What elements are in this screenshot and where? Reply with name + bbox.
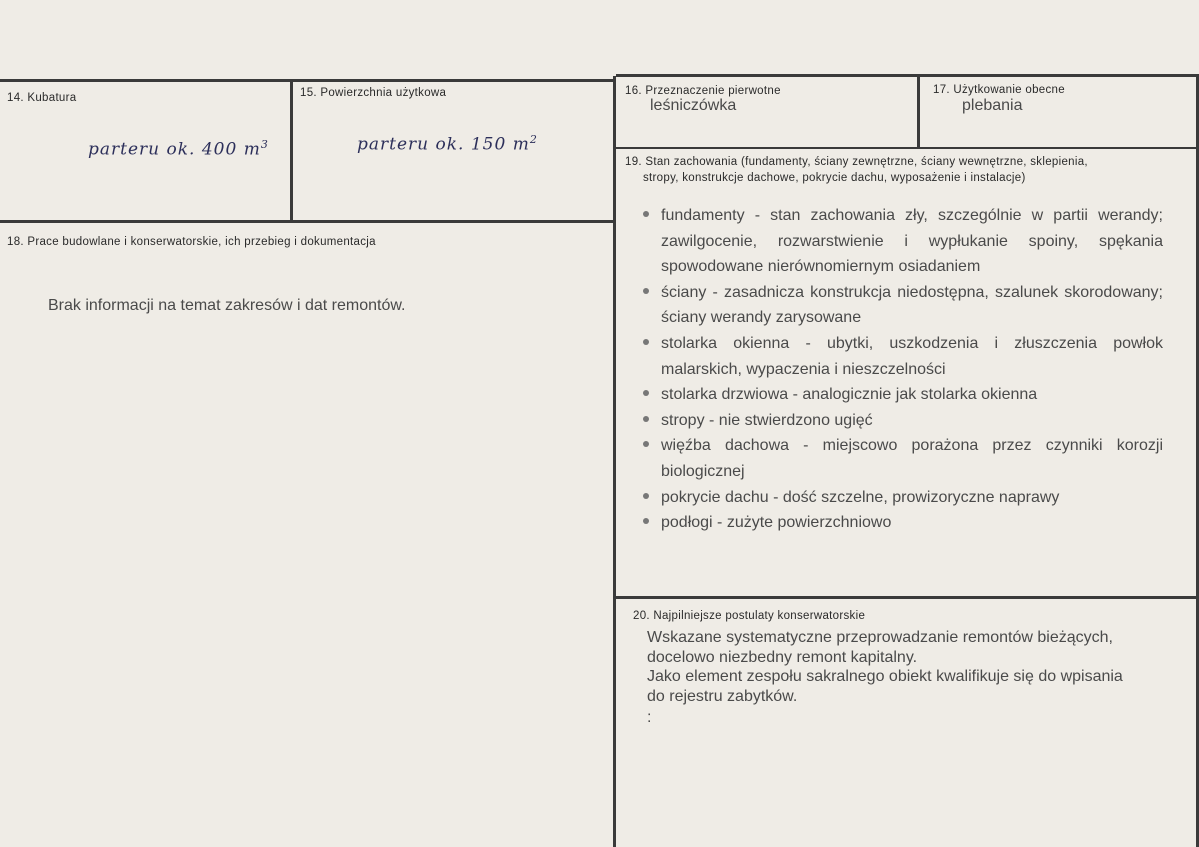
bullet-icon <box>643 390 649 396</box>
przeznaczenie-value: leśniczówka <box>650 97 737 114</box>
stan-item-text: pokrycie dachu - dość szczelne, prowizoryczne naprawy <box>661 488 1060 506</box>
stan-list-item <box>643 203 1163 280</box>
bullet-icon <box>643 518 649 524</box>
postulaty-line: Wskazane systematyczne przeprowadzanie remontów bieżących, <box>647 629 1113 646</box>
bullet-icon <box>643 339 649 345</box>
bullet-icon <box>643 441 649 447</box>
stan-list-item <box>643 331 1163 382</box>
stan-list-item <box>643 485 1163 511</box>
rule-under-19 <box>615 596 1199 599</box>
rule-under-16-17 <box>615 147 1199 149</box>
uzytkowanie-value: plebania <box>962 97 1023 114</box>
powierzchnia-value <box>357 133 538 155</box>
kubatura-value-unit-exponent: 3 <box>260 138 269 151</box>
stan-list <box>643 203 1163 536</box>
kubatura-value <box>88 138 269 160</box>
stan-label-line2: stropy, konstrukcje dachowe, pokrycie dachu, wyposażenie i instalacje) <box>643 172 1026 184</box>
stan-list-item <box>643 280 1163 331</box>
prace-label: 18. Prace budowlane i konserwatorskie, ich przebieg i dokumentacja <box>7 236 376 248</box>
divider-16-17 <box>917 76 920 148</box>
postulaty-text <box>647 628 1167 728</box>
stan-list-item <box>643 408 1163 434</box>
bullet-icon <box>643 493 649 499</box>
top-border-left <box>0 79 616 82</box>
postulaty-line: do rejestru zabytków. <box>647 687 798 705</box>
stan-item-text: stolarka drzwiowa - analogicznie jak stolarka okienna <box>661 386 1038 404</box>
top-border-right <box>616 74 1199 77</box>
przeznaczenie-label: 16. Przeznaczenie pierwotne <box>625 85 781 97</box>
divider-left-right <box>613 76 616 847</box>
stan-list-item <box>643 510 1163 536</box>
divider-14-15 <box>290 80 293 222</box>
stan-item-text: stropy - nie stwierdzono ugięć <box>661 411 873 429</box>
rule-under-14-15 <box>0 220 614 223</box>
prace-value: Brak informacji na temat zakresów i dat remontów. <box>48 297 406 314</box>
postulaty-line: Jako element zespołu sakralnego obiekt kwalifikuje się do wpisania <box>647 668 1123 685</box>
uzytkowanie-label: 17. Użytkowanie obecne <box>933 84 1065 96</box>
stan-item-text: ściany - zasadnicza konstrukcja niedostępna, szalunek skorodowany; ściany werandy zarysowane <box>661 283 1163 327</box>
bullet-icon <box>643 416 649 422</box>
stan-label-line1: 19. Stan zachowania (fundamenty, ściany zewnętrzne, ściany wewnętrzne, sklepienia, <box>625 156 1088 168</box>
stan-list-item <box>643 433 1163 484</box>
stan-item-text: więźba dachowa - miejscowo porażona przez czynniki korozji biologicznej <box>661 437 1163 480</box>
bullet-icon <box>643 211 649 217</box>
kubatura-label: 14. Kubatura <box>7 92 77 104</box>
postulaty-label: 20. Najpilniejsze postulaty konserwatorskie <box>633 610 866 622</box>
powierzchnia-value-text: parteru ok. 150 m <box>357 134 530 155</box>
powierzchnia-label: 15. Powierzchnia użytkowa <box>300 87 447 99</box>
postulaty-line: docelowo niezbedny remont kapitalny. <box>647 648 918 666</box>
bullet-icon <box>643 288 649 294</box>
stan-list-item <box>643 382 1163 408</box>
stan-item-text: fundamenty - stan zachowania zły, szczególnie w partii werandy; zawilgocenie, rozwarstwienie i wypłukanie spoiny, spękania spowodowane nierównomiernym osiadaniem <box>661 207 1163 276</box>
powierzchnia-value-unit-exponent: 2 <box>529 133 538 146</box>
stan-item-text: podłogi - zużyte powierzchniowo <box>661 514 892 532</box>
kubatura-value-text: parteru ok. 400 m <box>88 139 261 160</box>
stan-item-text: stolarka okienna - ubytki, uszkodzenia i złuszczenia powłok malarskich, wypaczenia i nieszczelności <box>661 334 1163 378</box>
postulaty-trailing-mark: : <box>647 709 652 726</box>
